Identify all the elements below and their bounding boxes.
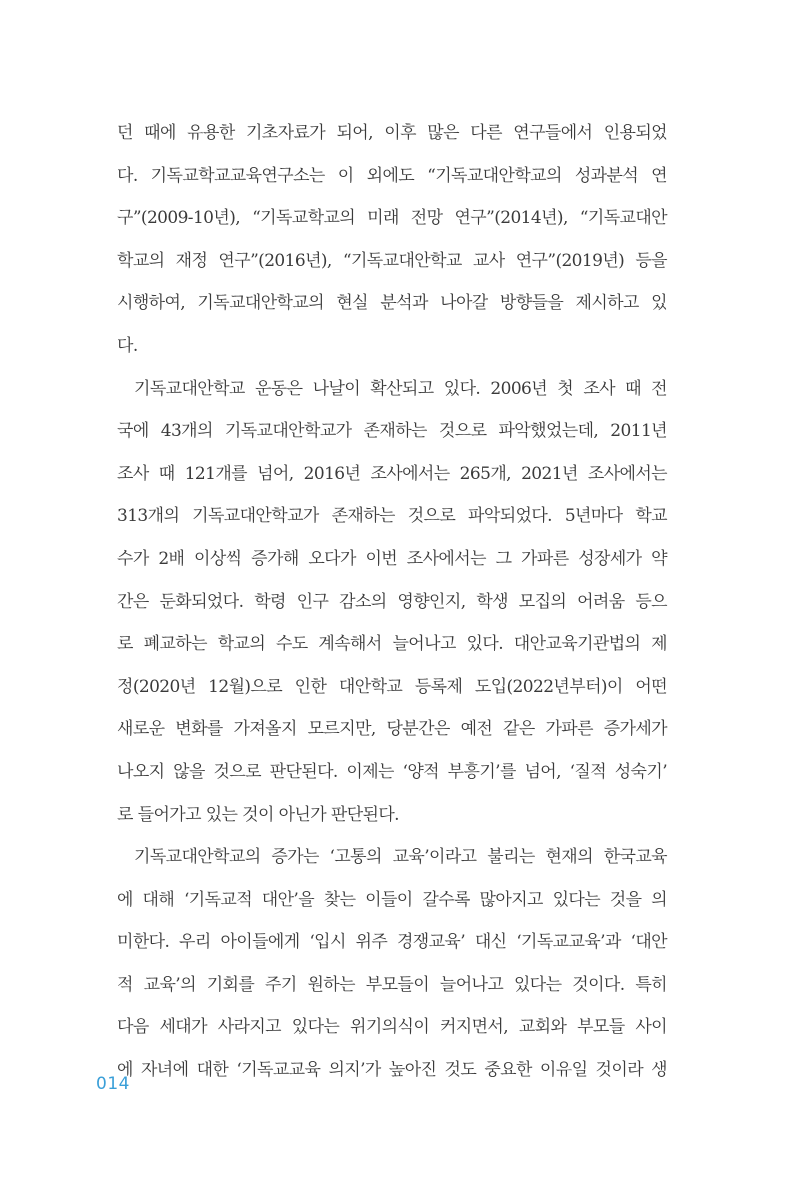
text-line: 간은 둔화되었다. 학령 인구 감소의 영향인지, 학생 모집의 어려움 등으 <box>117 591 667 612</box>
text-line: 에 대해 ‘기독교적 대안’을 찾는 이들이 갈수록 많아지고 있다는 것을 의 <box>117 889 667 910</box>
text-line: 던 때에 유용한 기초자료가 되어, 이후 많은 다른 연구들에서 인용되었 <box>117 123 667 143</box>
text-line: 정(2020년 12월)으로 인한 대안학교 등록제 도입(2022년부터)이 어떤 <box>117 676 667 697</box>
text-line: 새로운 변화를 가져올지 모르지만, 당분간은 예전 같은 가파른 증가세가 <box>117 719 667 740</box>
text-line: 다. 기독교학교교육연구소는 이 외에도 “기독교대안학교의 성과분석 연 <box>117 165 667 186</box>
text-line: 학교의 재정 연구”(2016년), “기독교대안학교 교사 연구”(2019년) 등을 <box>117 250 667 271</box>
text-line: 313개의 기독교대안학교가 존재하는 것으로 파악되었다. 5년마다 학교 <box>117 506 667 527</box>
text-line: 적 교육’의 기회를 주기 원하는 부모들이 늘어나고 있다는 것이다. 특히 <box>117 974 667 995</box>
body-text <box>117 112 667 1092</box>
text-line: 시행하여, 기독교대안학교의 현실 분석과 나아갈 방향들을 제시하고 있 <box>117 293 667 314</box>
text-line: 기독교대안학교 운동은 나날이 확산되고 있다. 2006년 첫 조사 때 전 <box>134 378 667 399</box>
text-line: 국에 43개의 기독교대안학교가 존재하는 것으로 파악했었는데, 2011년 <box>117 421 667 442</box>
text-line: 수가 2배 이상씩 증가해 오다가 이번 조사에서는 그 가파른 성장세가 약 <box>117 548 667 569</box>
text-line: 로 들어가고 있는 것이 아닌가 판단된다. <box>117 804 399 825</box>
text-line: 에 자녀에 대한 ‘기독교교육 의지’가 높아진 것도 중요한 이유일 것이라 생 <box>117 1060 667 1081</box>
text-line: 다음 세대가 사라지고 있다는 위기의식이 커지면서, 교회와 부모들 사이 <box>117 1017 667 1038</box>
text-line: 기독교대안학교의 증가는 ‘고통의 교육’이라고 불리는 현재의 한국교육 <box>134 847 667 868</box>
text-line: 미한다. 우리 아이들에게 ‘입시 위주 경쟁교육’ 대신 ‘기독교교육’과 ‘대안 <box>117 932 667 953</box>
text-line: 조사 때 121개를 넘어, 2016년 조사에서는 265개, 2021년 조사에서는 <box>117 463 667 484</box>
text-line: 로 폐교하는 학교의 수도 계속해서 늘어나고 있다. 대안교육기관법의 제 <box>117 634 667 655</box>
page-number: 014 <box>96 1074 130 1094</box>
text-line: 나오지 않을 것으로 판단된다. 이제는 ‘양적 부흥기’를 넘어, ‘질적 성숙기’ <box>117 761 667 782</box>
text-line: 구”(2009-10년), “기독교학교의 미래 전망 연구”(2014년), “기독교대안 <box>117 208 667 229</box>
text-line: 다. <box>117 335 138 356</box>
